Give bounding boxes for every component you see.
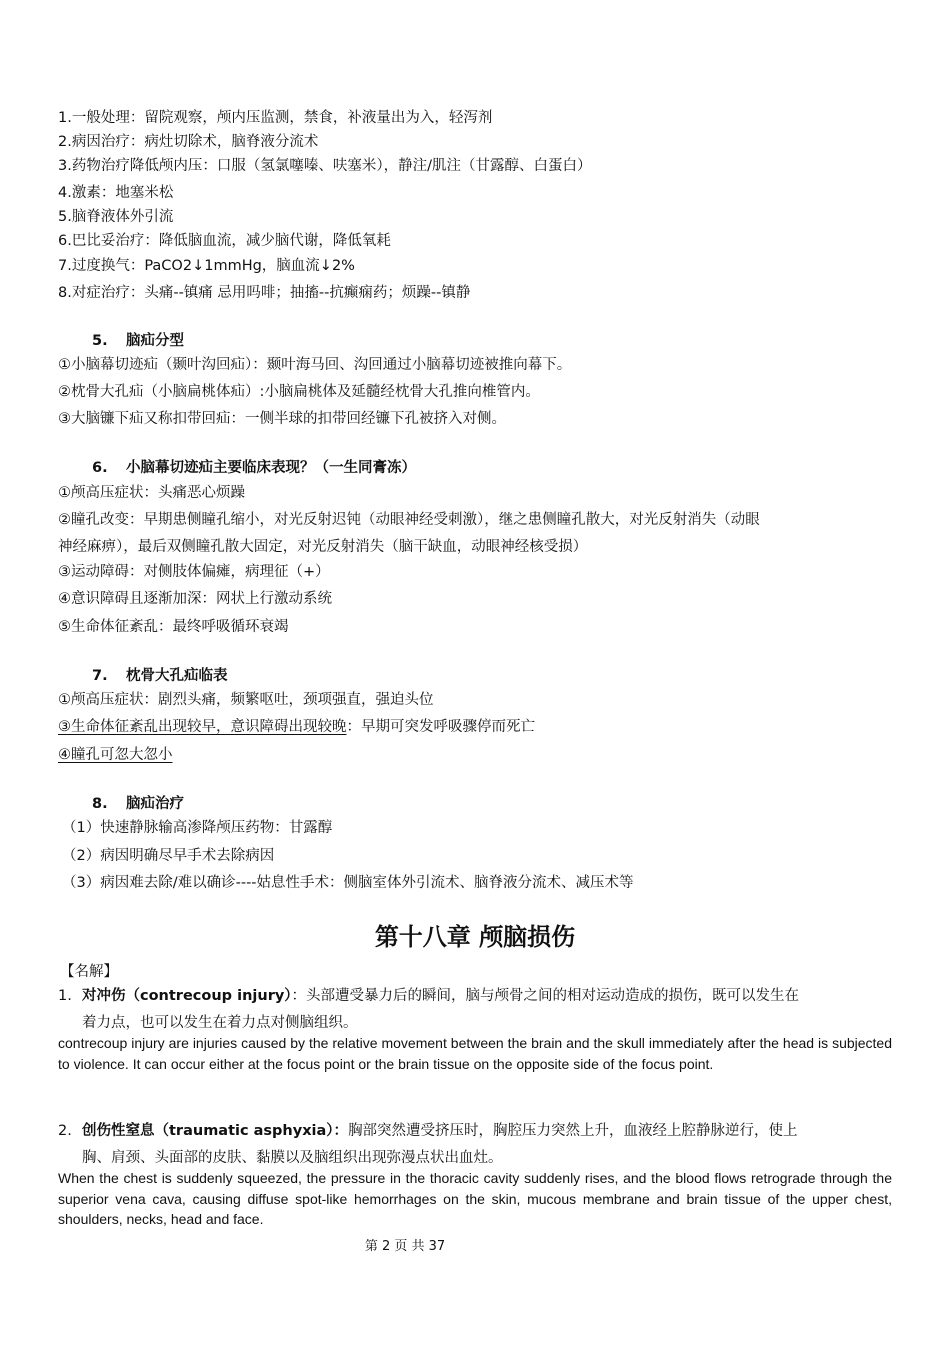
section-heading bbox=[92, 458, 416, 478]
treatment-item: 8.对症治疗：头痛--镇痛 忌用吗啡；抽搐--抗癫痫药；烦躁--镇静 bbox=[58, 285, 471, 301]
treatment-item: 3.药物治疗降低颅内压：口服（氢氯噻嗪、呋塞米），静注/肌注（甘露醇、白蛋白） bbox=[58, 158, 592, 174]
list-item: （3）病因难去除/难以确诊----姑息性手术：侧脑室体外引流术、脑脊液分流术、减压术等 bbox=[62, 875, 634, 891]
treatment-item: 5.脑脊液体外引流 bbox=[58, 209, 174, 225]
section-number: 7. bbox=[92, 668, 108, 684]
underlined-text: ③生命体征紊乱出现较早，意识障碍出现较晚 bbox=[58, 719, 347, 735]
definition-text: ：头部遭受暴力后的瞬间，脑与颅骨之间的相对运动造成的损伤，既可以发生在 bbox=[291, 988, 800, 1004]
underlined-text: ④瞳孔可忽大忽小 bbox=[58, 747, 173, 763]
definition-number: 1. bbox=[58, 988, 72, 1004]
treatment-item: 7.过度换气：PaCO2↓1mmHg，脑血流↓2% bbox=[58, 258, 355, 274]
definition-english: When the chest is suddenly squeezed, the pressure in the thoracic cavity suddenly rises, and the blood flows retrograde through the superior vena cava, causing diffuse spot-like hemorrhages on the skin, mucous membrane and brain tissue of the upper chest, shoulders, necks, head and face. bbox=[58, 1170, 892, 1227]
list-item-rest: ：早期可突发呼吸骤停而死亡 bbox=[346, 719, 535, 735]
section-heading bbox=[92, 666, 228, 686]
chapter-title: 第十八章 颅脑损伤 bbox=[374, 923, 576, 951]
section-heading bbox=[92, 331, 184, 351]
list-item bbox=[58, 717, 535, 737]
list-item: ③大脑镰下疝又称扣带回疝：一侧半球的扣带回经镰下孔被挤入对侧。 bbox=[58, 411, 506, 427]
list-item: （1）快速静脉输高渗降颅压药物：甘露醇 bbox=[62, 820, 333, 836]
list-item: ②枕骨大孔疝（小脑扁桃体疝）:小脑扁桃体及延髓经枕骨大孔推向椎管内。 bbox=[58, 384, 540, 400]
section-title: 小脑幕切迹疝主要临床表现？（一生同膏冻） bbox=[126, 460, 416, 476]
definition-term: 对冲伤（contrecoup injury） bbox=[82, 988, 292, 1004]
list-item: ③运动障碍：对侧肢体偏瘫，病理征（+） bbox=[58, 564, 330, 580]
list-item: ⑤生命体征紊乱：最终呼吸循环衰竭 bbox=[58, 619, 289, 635]
definition-text-continuation: 着力点，也可以发生在着力点对侧脑组织。 bbox=[82, 1015, 358, 1031]
section-number: 8. bbox=[92, 796, 108, 812]
treatment-item: 4.激素：地塞米松 bbox=[58, 185, 174, 201]
section-heading bbox=[92, 794, 184, 814]
section-number: 5. bbox=[92, 333, 108, 349]
definition-text-continuation: 胸、肩颈、头面部的皮肤、黏膜以及脑组织出现弥漫点状出血灶。 bbox=[82, 1150, 503, 1166]
list-item: ①小脑幕切迹疝（颞叶沟回疝）：颞叶海马回、沟回通过小脑幕切迹被推向幕下。 bbox=[58, 357, 572, 373]
list-item: ②瞳孔改变：早期患侧瞳孔缩小，对光反射迟钝（动眼神经受刺激），继之患侧瞳孔散大，对光反射消失（动眼 bbox=[58, 512, 760, 528]
section-title: 脑疝治疗 bbox=[126, 796, 184, 812]
treatment-item: 1.一般处理：留院观察，颅内压监测，禁食，补液量出为入，轻泻剂 bbox=[58, 110, 493, 126]
definitions-label: 【名解】 bbox=[60, 964, 118, 980]
definition-number: 2. bbox=[58, 1123, 72, 1139]
list-item: ①颅高压症状：头痛恶心烦躁 bbox=[58, 485, 245, 501]
section-title: 脑疝分型 bbox=[126, 333, 184, 349]
definition-term: 创伤性窒息（traumatic asphyxia）： bbox=[82, 1123, 349, 1139]
list-item-continuation: 神经麻痹），最后双侧瞳孔散大固定，对光反射消失（脑干缺血，动眼神经核受损） bbox=[58, 539, 588, 555]
section-number: 6. bbox=[92, 460, 108, 476]
list-item: ①颅高压症状：剧烈头痛，频繁呕吐，颈项强直，强迫头位 bbox=[58, 692, 434, 708]
treatment-item: 6.巴比妥治疗：降低脑血流，减少脑代谢，降低氧耗 bbox=[58, 233, 391, 249]
definition-1 bbox=[58, 983, 892, 1037]
treatment-item: 2.病因治疗：病灶切除术，脑脊液分流术 bbox=[58, 134, 319, 150]
definition-2 bbox=[58, 1118, 892, 1172]
list-item: ④意识障碍且逐渐加深：网状上行激动系统 bbox=[58, 591, 332, 607]
definition-text: 胸部突然遭受挤压时，胸腔压力突然上升，血液经上腔静脉逆行，使上 bbox=[348, 1123, 798, 1139]
page-footer: 第 2 页 共 37 bbox=[364, 1239, 446, 1254]
definition-english: contrecoup injury are injuries caused by the relative movement between the brain and the skull immediately after the head is subjected to violence. It can occur either at the focus point or the brain tissue on the opposite side of the focus point. bbox=[58, 1035, 892, 1072]
list-item: （2）病因明确尽早手术去除病因 bbox=[62, 848, 275, 864]
list-item bbox=[58, 745, 173, 765]
section-title: 枕骨大孔疝临表 bbox=[126, 668, 228, 684]
